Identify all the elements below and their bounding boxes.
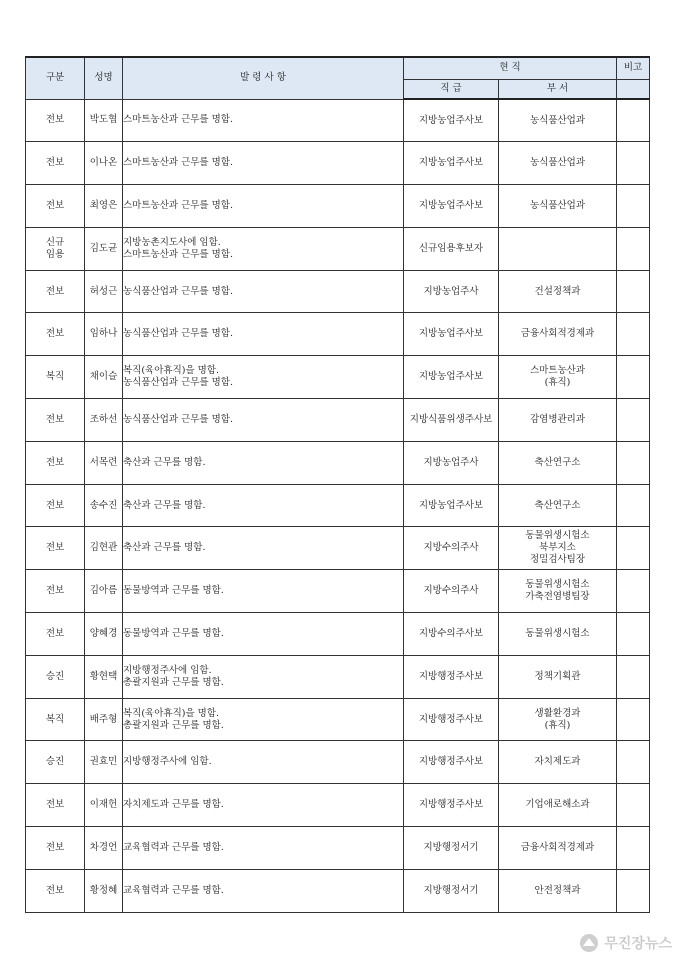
cell-category-line: 전보 [45, 328, 65, 340]
cell-dept [499, 655, 617, 698]
cell-dept [499, 698, 617, 741]
cell-category [26, 784, 85, 827]
header-rank: 직 급 [404, 79, 499, 99]
watermark-text: 무진장뉴스 [604, 936, 672, 952]
cell-category [26, 698, 85, 741]
cell-name: 이나온 [85, 142, 123, 185]
cell-name: 채이슬 [85, 356, 123, 399]
cell-name: 최영은 [85, 185, 123, 228]
cell-rank: 지방수의주사보 [404, 613, 499, 656]
cell-dept [499, 399, 617, 442]
cell-note [617, 527, 650, 570]
cell-category [26, 827, 85, 870]
cell-order-line: 지방행정주사에 임함. [123, 664, 212, 676]
cell-note [617, 827, 650, 870]
cell-category [26, 655, 85, 698]
cell-dept [499, 227, 617, 270]
cell-name: 허성근 [85, 270, 123, 313]
cell-order-line: 복직(육아휴직)을 명함. [123, 365, 220, 377]
cell-category-line: 신규 [45, 236, 65, 248]
cell-note [617, 741, 650, 784]
cell-dept-line: (휴직) [544, 377, 571, 389]
cell-category [26, 613, 85, 656]
cell-rank: 지방농업주사보 [404, 313, 499, 356]
cell-order-line: 축산과 근무를 명함. [123, 542, 206, 554]
cell-category-line: 전보 [45, 585, 65, 597]
cell-order-line: 축산과 근무를 명함. [123, 499, 206, 511]
cell-order-line: 복직(육아휴직)을 명함. [123, 707, 220, 719]
table-row [26, 784, 650, 827]
cell-dept-line: 동물위생시험소 [525, 627, 590, 639]
table-row [26, 613, 650, 656]
header-dept: 부 서 [499, 79, 617, 99]
cell-category [26, 441, 85, 484]
cell-order-line: 축산과 근무를 명함. [123, 456, 206, 468]
table-row [26, 185, 650, 228]
cell-rank: 지방식품위생주사보 [404, 399, 499, 442]
cell-category [26, 356, 85, 399]
cell-dept-line: (휴직) [544, 719, 571, 731]
cell-note [617, 869, 650, 912]
cell-order [123, 313, 404, 356]
cell-category [26, 99, 85, 142]
cell-dept-line: 정책기획관 [534, 670, 581, 682]
cell-order [123, 827, 404, 870]
cell-order [123, 869, 404, 912]
cell-rank: 지방행정주사보 [404, 741, 499, 784]
cell-dept-line: 자치제도과 [534, 756, 581, 768]
cell-order-line: 스마트농산과 근무를 명함. [123, 114, 234, 126]
cell-order-line: 동물방역과 근무를 명함. [123, 627, 224, 639]
cell-category-line: 복직 [45, 371, 65, 383]
cell-dept-line: 동물위생시험소 [525, 530, 590, 542]
cell-dept [499, 784, 617, 827]
cell-name: 임하나 [85, 313, 123, 356]
cell-dept [499, 741, 617, 784]
cell-dept-line: 가축전염병팀장 [525, 591, 590, 603]
cell-dept-line: 감염병관리과 [529, 413, 586, 425]
cell-category [26, 185, 85, 228]
table-row [26, 698, 650, 741]
cell-category-line: 복직 [45, 713, 65, 725]
header-current: 현 직 [404, 57, 617, 79]
cell-dept [499, 356, 617, 399]
cell-note [617, 484, 650, 527]
table-row [26, 655, 650, 698]
cell-dept [499, 613, 617, 656]
cell-order-line: 교육협력과 근무를 명함. [123, 884, 224, 896]
cell-category-line: 승진 [45, 756, 65, 768]
table-row [26, 270, 650, 313]
cell-order-line: 농식품산업과 근무를 명함. [123, 328, 234, 340]
cell-rank: 지방농업주사보 [404, 356, 499, 399]
cell-dept-line: 기업애로해소과 [525, 799, 590, 811]
cell-note [617, 227, 650, 270]
cell-name: 박도협 [85, 99, 123, 142]
appointment-table [25, 56, 650, 913]
cell-category-line: 전보 [45, 542, 65, 554]
cell-rank: 지방수의주사 [404, 527, 499, 570]
cell-category-line: 전보 [45, 884, 65, 896]
cell-order [123, 655, 404, 698]
cell-order [123, 484, 404, 527]
header-note-blank [617, 79, 650, 99]
cell-dept-line: 건설정책과 [534, 285, 581, 297]
cell-rank: 지방수의주사 [404, 570, 499, 613]
table-row [26, 484, 650, 527]
cell-name: 서목련 [85, 441, 123, 484]
table-row [26, 313, 650, 356]
table-row [26, 441, 650, 484]
cell-note [617, 570, 650, 613]
cell-dept [499, 313, 617, 356]
cell-dept-line: 스마트농산과 [529, 365, 586, 377]
cell-rank: 지방행정주사보 [404, 698, 499, 741]
cell-dept-line: 동물위생시험소 [525, 579, 590, 591]
cell-order [123, 784, 404, 827]
cell-category-line: 임용 [45, 248, 65, 260]
cell-note [617, 185, 650, 228]
cell-order [123, 227, 404, 270]
cell-category [26, 142, 85, 185]
cell-category-line: 전보 [45, 627, 65, 639]
cell-note [617, 698, 650, 741]
cell-name: 김아름 [85, 570, 123, 613]
cell-note [617, 399, 650, 442]
cell-category-line: 전보 [45, 456, 65, 468]
cell-order-line: 지방농촌지도사에 임함. [123, 236, 221, 248]
cell-name: 김현관 [85, 527, 123, 570]
cell-order-line: 농식품산업과 근무를 명함. [123, 285, 234, 297]
cell-note [617, 313, 650, 356]
cell-category-line: 승진 [45, 670, 65, 682]
cell-dept [499, 99, 617, 142]
cell-order-line: 동물방역과 근무를 명함. [123, 585, 224, 597]
cell-category-line: 전보 [45, 285, 65, 297]
header-name: 성명 [85, 57, 123, 99]
cell-category [26, 741, 85, 784]
cell-name: 배주형 [85, 698, 123, 741]
cell-name: 김도균 [85, 227, 123, 270]
cell-rank: 지방행정주사보 [404, 655, 499, 698]
cell-category [26, 869, 85, 912]
watermark [578, 930, 672, 956]
cell-category [26, 527, 85, 570]
table-row [26, 741, 650, 784]
cell-order [123, 698, 404, 741]
cell-dept [499, 441, 617, 484]
cell-rank: 지방농업주사 [404, 441, 499, 484]
cell-rank: 지방행정서기 [404, 869, 499, 912]
cell-note [617, 142, 650, 185]
cell-dept [499, 484, 617, 527]
header-note: 비고 [617, 57, 650, 79]
cell-dept-line: 농식품산업과 [529, 114, 586, 126]
cell-rank: 지방농업주사 [404, 270, 499, 313]
cell-order [123, 356, 404, 399]
cell-dept [499, 142, 617, 185]
cell-name: 황현택 [85, 655, 123, 698]
table-row [26, 142, 650, 185]
cell-order [123, 99, 404, 142]
cell-order [123, 741, 404, 784]
cell-dept [499, 185, 617, 228]
table-row [26, 99, 650, 142]
cell-category-line: 전보 [45, 114, 65, 126]
cell-note [617, 784, 650, 827]
table-row [26, 827, 650, 870]
cell-order [123, 441, 404, 484]
cell-category-line: 전보 [45, 199, 65, 211]
cell-name: 조하선 [85, 399, 123, 442]
cell-rank: 신규임용후보자 [404, 227, 499, 270]
cell-note [617, 441, 650, 484]
cell-category-line: 전보 [45, 841, 65, 853]
cell-order-line: 총괄지원과 근무를 명함. [123, 719, 224, 731]
cell-order-line: 교육협력과 근무를 명함. [123, 841, 224, 853]
cell-dept [499, 827, 617, 870]
news-logo-icon [578, 933, 600, 953]
header-category: 구분 [26, 57, 85, 99]
cell-name: 황정혜 [85, 869, 123, 912]
cell-dept [499, 869, 617, 912]
cell-category-line: 전보 [45, 499, 65, 511]
cell-note [617, 99, 650, 142]
cell-order-line: 지방행정주사에 임함. [123, 756, 212, 768]
table-row [26, 570, 650, 613]
cell-category [26, 570, 85, 613]
cell-order-line: 자치제도과 근무를 명함. [123, 799, 224, 811]
cell-dept-line: 축산연구소 [534, 456, 581, 468]
cell-order [123, 142, 404, 185]
table-row [26, 527, 650, 570]
cell-name: 차경언 [85, 827, 123, 870]
table-row [26, 356, 650, 399]
cell-order-line: 농식품산업과 근무를 명함. [123, 413, 234, 425]
cell-note [617, 655, 650, 698]
cell-dept [499, 270, 617, 313]
cell-category-line: 전보 [45, 799, 65, 811]
cell-category-line: 전보 [45, 413, 65, 425]
cell-dept-line: 북부지소 [539, 542, 576, 554]
cell-name: 권효민 [85, 741, 123, 784]
cell-category-line: 전보 [45, 157, 65, 169]
cell-rank: 지방농업주사보 [404, 484, 499, 527]
cell-name: 송수진 [85, 484, 123, 527]
cell-order-line: 농식품산업과 근무를 명함. [123, 377, 234, 389]
cell-rank: 지방농업주사보 [404, 142, 499, 185]
cell-order [123, 570, 404, 613]
cell-dept [499, 527, 617, 570]
table-row [26, 399, 650, 442]
cell-dept-line: 금융사회적경제과 [520, 841, 595, 853]
cell-order [123, 399, 404, 442]
cell-dept-line: 금융사회적경제과 [520, 328, 595, 340]
table-row [26, 227, 650, 270]
cell-category [26, 270, 85, 313]
cell-note [617, 356, 650, 399]
cell-category [26, 227, 85, 270]
cell-dept-line: 생활환경과 [534, 707, 581, 719]
header-order: 발 령 사 항 [123, 57, 404, 99]
cell-category [26, 484, 85, 527]
cell-order-line: 스마트농산과 근무를 명함. [123, 157, 234, 169]
cell-dept-line: 농식품산업과 [529, 157, 586, 169]
cell-rank: 지방행정서기 [404, 827, 499, 870]
cell-dept-line: 정밀검사팀장 [529, 554, 586, 566]
cell-order-line: 스마트농산과 근무를 명함. [123, 199, 234, 211]
cell-order-line: 스마트농산과 근무를 명함. [123, 248, 234, 260]
cell-note [617, 613, 650, 656]
cell-rank: 지방농업주사보 [404, 185, 499, 228]
cell-order [123, 613, 404, 656]
table-row [26, 869, 650, 912]
cell-category [26, 313, 85, 356]
cell-rank: 지방행정주사보 [404, 784, 499, 827]
cell-dept-line: 축산연구소 [534, 499, 581, 511]
cell-name: 이재헌 [85, 784, 123, 827]
cell-note [617, 270, 650, 313]
cell-rank: 지방농업주사보 [404, 99, 499, 142]
cell-order-line: 총괄지원과 근무를 명함. [123, 676, 224, 688]
cell-dept-line: 안전정책과 [534, 884, 581, 896]
cell-name: 양혜경 [85, 613, 123, 656]
cell-order [123, 270, 404, 313]
cell-dept-line: 농식품산업과 [529, 199, 586, 211]
cell-order [123, 527, 404, 570]
cell-order [123, 185, 404, 228]
cell-dept [499, 570, 617, 613]
cell-category [26, 399, 85, 442]
